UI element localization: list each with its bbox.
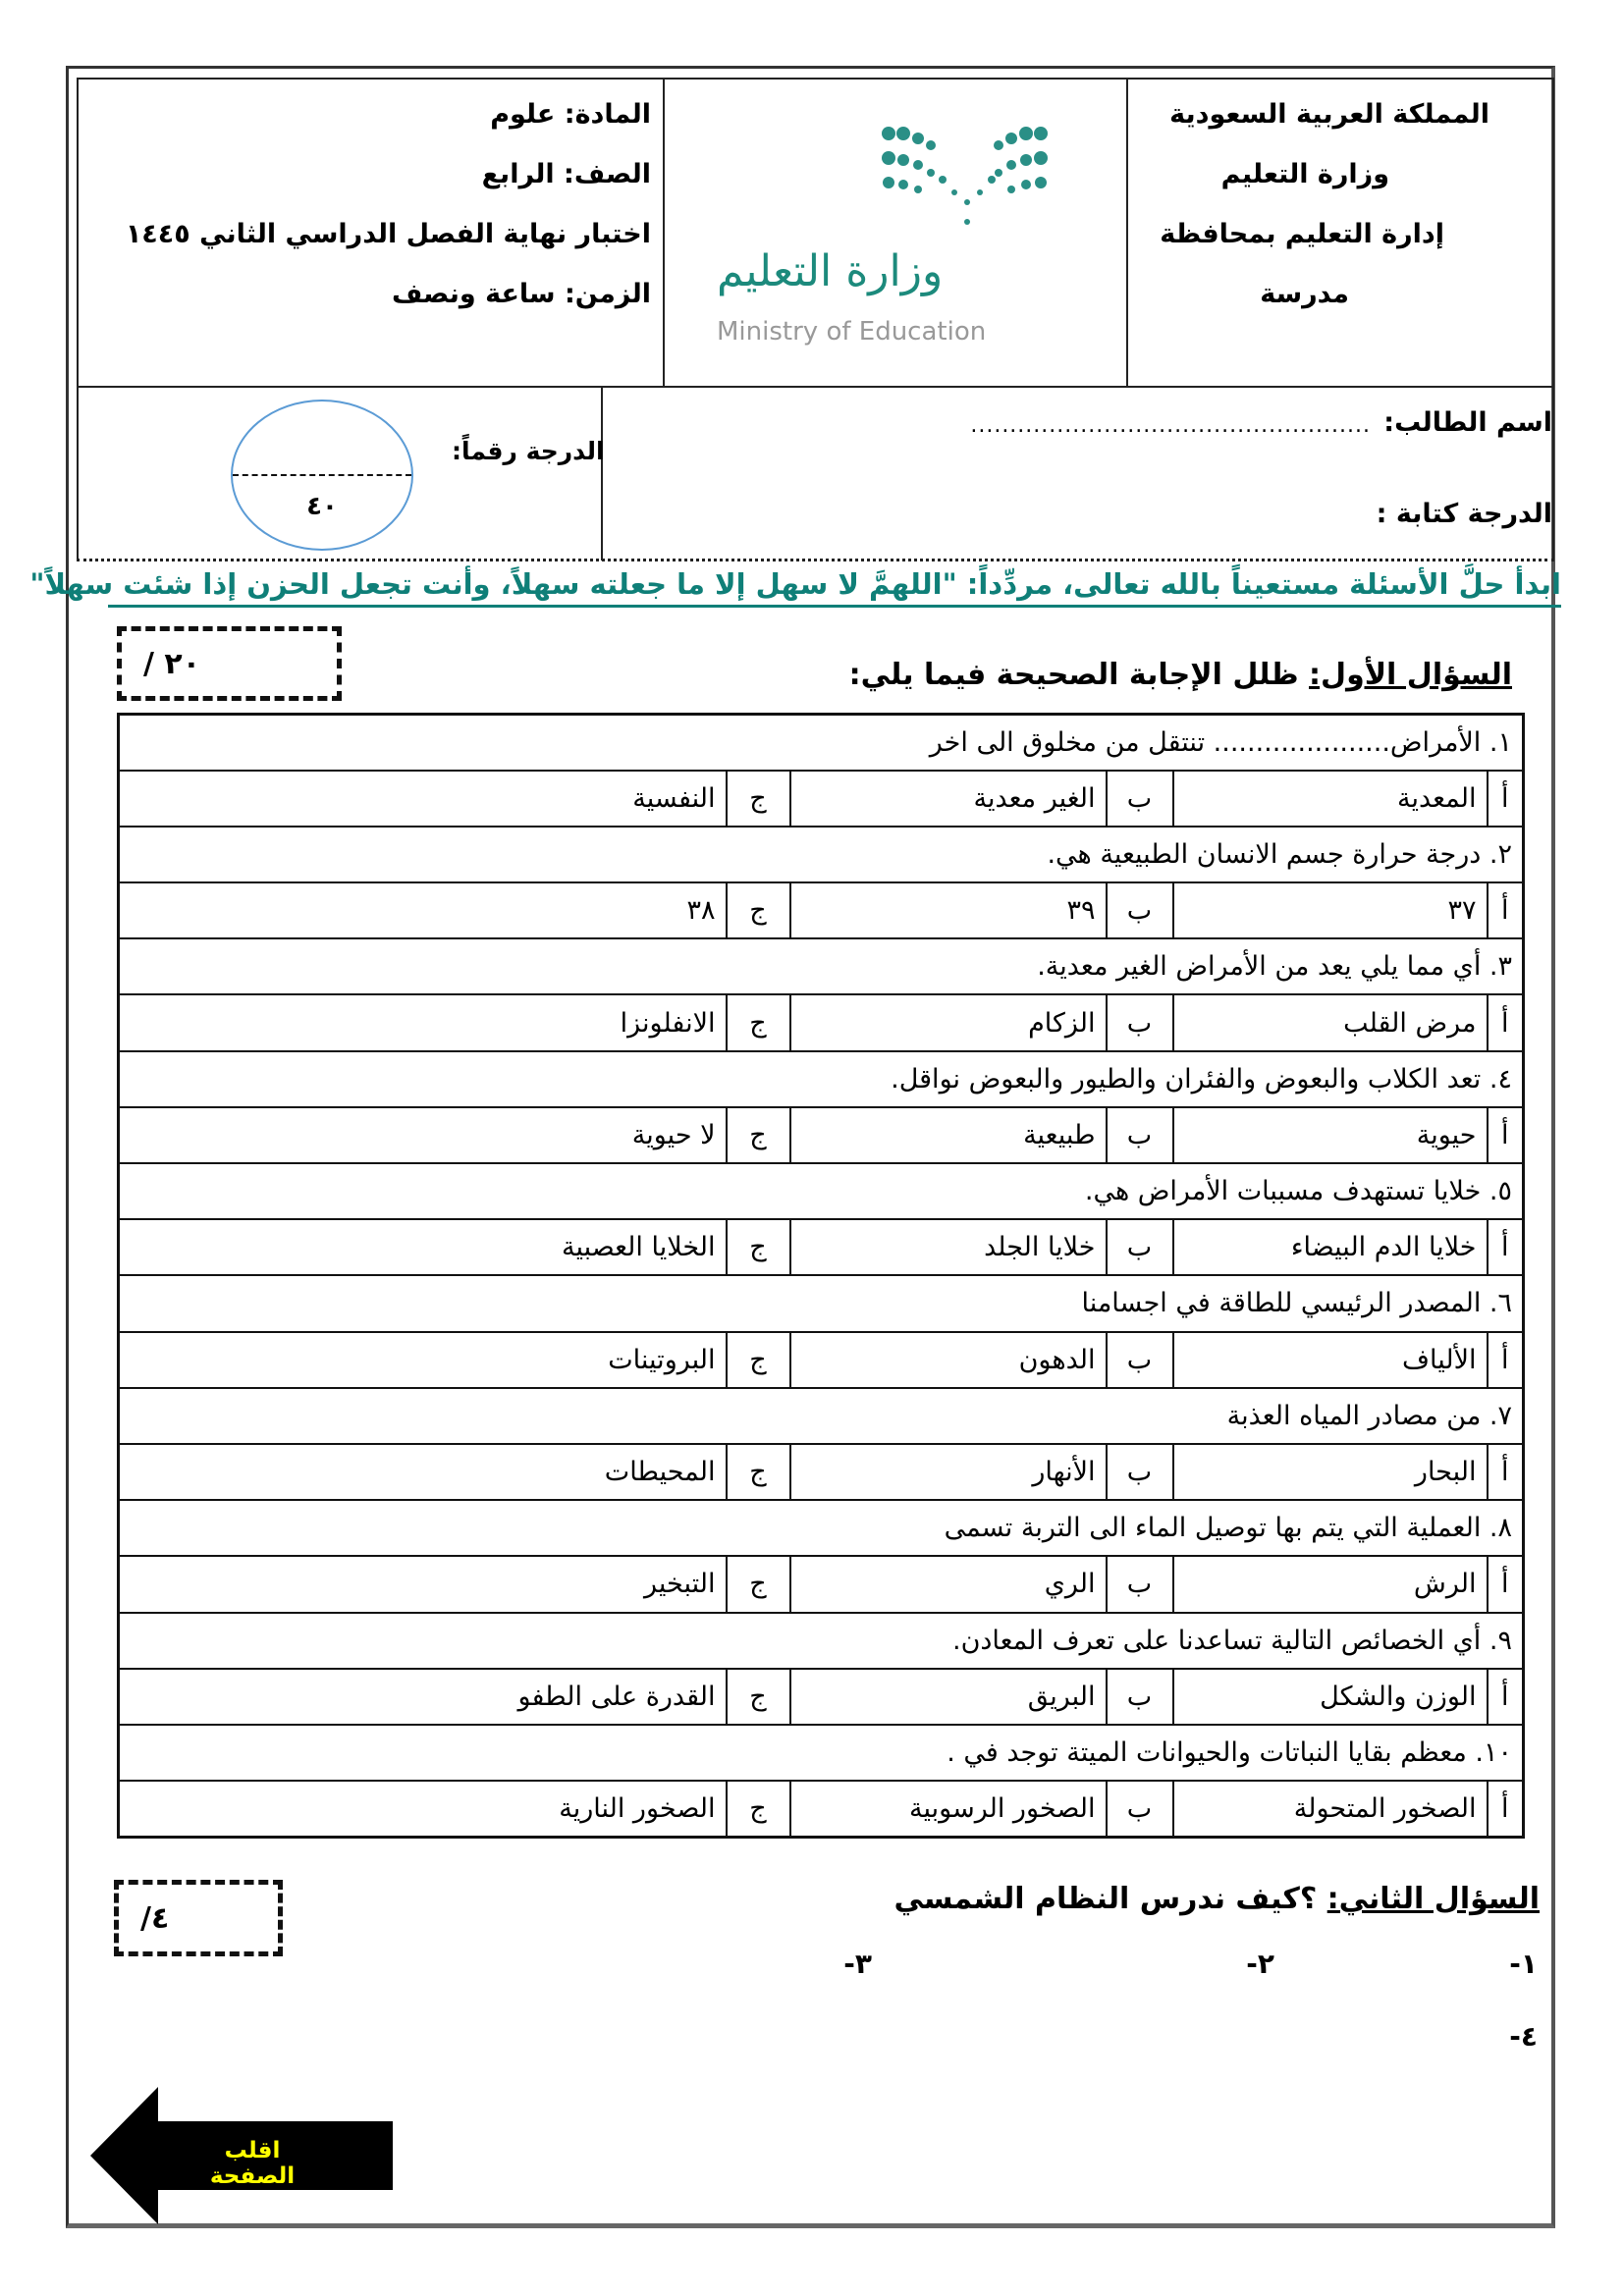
answer-option[interactable]: ٣٩ bbox=[790, 882, 1107, 938]
answer-option[interactable]: ٣٨ bbox=[119, 882, 727, 938]
answer-option[interactable]: طبيعية bbox=[790, 1107, 1107, 1163]
flip-page-button[interactable] bbox=[90, 2087, 393, 2224]
option-letter: ج bbox=[727, 1219, 790, 1275]
options-row bbox=[119, 1444, 1524, 1500]
option-letter: ج bbox=[727, 994, 790, 1050]
option-letter: ج bbox=[727, 771, 790, 827]
option-letter: أ bbox=[1488, 994, 1524, 1050]
q2-answer-2[interactable]: ٢- bbox=[1246, 1948, 1274, 1980]
option-letter: ب bbox=[1107, 1556, 1173, 1612]
option-letter: أ bbox=[1488, 771, 1524, 827]
duration-label: الزمن: ساعة ونصف bbox=[392, 279, 651, 309]
question-text: ٦. المصدر الرئيسي للطاقة في اجسامنا bbox=[119, 1275, 1524, 1331]
question-row bbox=[119, 715, 1524, 771]
q2-answer-4[interactable]: ٤- bbox=[1509, 2020, 1538, 2053]
option-letter: ب bbox=[1107, 1444, 1173, 1500]
answer-option[interactable]: الصخور النارية bbox=[119, 1781, 727, 1837]
options-row bbox=[119, 1107, 1524, 1163]
answer-option[interactable]: البروتينات bbox=[119, 1332, 727, 1388]
question-row bbox=[119, 827, 1524, 882]
option-letter: ب bbox=[1107, 1107, 1173, 1163]
question-text: ٥. خلايا تستهدف مسببات الأمراض هي. bbox=[119, 1163, 1524, 1219]
q1-instruction: ظلل الإجابة الصحيحة فيما يلي: bbox=[848, 658, 1310, 692]
student-name-field[interactable]: ................................................... bbox=[970, 413, 1371, 438]
option-letter: ج bbox=[727, 1332, 790, 1388]
q1-title bbox=[849, 658, 1512, 692]
q1-score-box: / ٢٠ bbox=[117, 626, 342, 701]
answer-option[interactable]: الخلايا العصبية bbox=[119, 1219, 727, 1275]
ministry-logo bbox=[687, 89, 1110, 374]
q2-question: ؟كيف ندرس النظام الشمسي bbox=[893, 1882, 1327, 1916]
ministry-label: وزارة التعليم bbox=[1220, 159, 1389, 189]
answer-option[interactable]: الصخور الرسوبية bbox=[790, 1781, 1107, 1837]
header-table bbox=[77, 78, 1554, 388]
answer-option[interactable]: البريق bbox=[790, 1669, 1107, 1725]
options-row bbox=[119, 882, 1524, 938]
question-row bbox=[119, 1725, 1524, 1781]
question-text: ٨. العملية التي يتم بها توصيل الماء الى التربة تسمى bbox=[119, 1500, 1524, 1556]
options-row bbox=[119, 1781, 1524, 1837]
question-row bbox=[119, 1388, 1524, 1444]
question-text: ٣. أي مما يلي يعد من الأمراض الغير معدية. bbox=[119, 938, 1524, 994]
q2-answer-3[interactable]: ٣- bbox=[843, 1948, 872, 1980]
answer-option[interactable]: الأنهار bbox=[790, 1444, 1107, 1500]
answer-option[interactable]: مرض القلب bbox=[1173, 994, 1488, 1050]
option-letter: أ bbox=[1488, 1332, 1524, 1388]
option-letter: ج bbox=[727, 1556, 790, 1612]
option-letter: أ bbox=[1488, 882, 1524, 938]
option-letter: ب bbox=[1107, 882, 1173, 938]
question-text: ٩. أي الخصائص التالية تساعدنا على تعرف المعادن. bbox=[119, 1613, 1524, 1669]
options-row bbox=[119, 1669, 1524, 1725]
options-row bbox=[119, 1556, 1524, 1612]
answer-option[interactable]: حيوية bbox=[1173, 1107, 1488, 1163]
option-letter: أ bbox=[1488, 1781, 1524, 1837]
question-text: ١٠. معظم بقايا النباتات والحيوانات الميتة توجد في . bbox=[119, 1725, 1524, 1781]
question-row bbox=[119, 1163, 1524, 1219]
question-row bbox=[119, 1275, 1524, 1331]
answer-option[interactable]: الانفلونزا bbox=[119, 994, 727, 1050]
option-letter: ب bbox=[1107, 994, 1173, 1050]
answer-option[interactable]: لا حيوية bbox=[119, 1107, 727, 1163]
option-letter: ب bbox=[1107, 1781, 1173, 1837]
student-info-row bbox=[77, 388, 1554, 561]
question-text: ٢. درجة حرارة جسم الانسان الطبيعية هي. bbox=[119, 827, 1524, 882]
q2-title bbox=[893, 1882, 1540, 1916]
grade-number-label: الدرجة رقماً: bbox=[452, 437, 605, 465]
answer-option[interactable]: خلايا الدم البيضاء bbox=[1173, 1219, 1488, 1275]
grade-label: الصف: الرابع bbox=[481, 159, 651, 189]
option-letter: ب bbox=[1107, 771, 1173, 827]
logo-dots-icon bbox=[687, 89, 1110, 237]
answer-option[interactable]: الزكام bbox=[790, 994, 1107, 1050]
grade-written-label: الدرجة كتابة : bbox=[1376, 499, 1552, 529]
option-letter: أ bbox=[1488, 1444, 1524, 1500]
option-letter: ب bbox=[1107, 1219, 1173, 1275]
option-letter: ج bbox=[727, 882, 790, 938]
directorate-label: إدارة التعليم بمحافظة bbox=[1160, 219, 1444, 249]
answer-option[interactable]: البحار bbox=[1173, 1444, 1488, 1500]
subject-label: المادة: علوم bbox=[490, 99, 651, 130]
student-name-label: اسم الطالب: bbox=[1383, 407, 1552, 438]
answer-option[interactable]: الألياف bbox=[1173, 1332, 1488, 1388]
option-letter: ج bbox=[727, 1107, 790, 1163]
answer-option[interactable]: التبخير bbox=[119, 1556, 727, 1612]
mcq-table bbox=[117, 713, 1525, 1839]
answer-option[interactable]: الري bbox=[790, 1556, 1107, 1612]
exam-title: اختبار نهاية الفصل الدراسي الثاني ١٤٤٥ bbox=[125, 219, 651, 249]
separator bbox=[77, 559, 1554, 561]
answer-option[interactable]: القدرة على الطفو bbox=[119, 1669, 727, 1725]
options-row bbox=[119, 771, 1524, 827]
question-text: ٤. تعد الكلاب والبعوض والفئران والطيور والبعوض نواقل. bbox=[119, 1051, 1524, 1107]
question-text: ١. الأمراض..................... تنتقل من مخلوق الى اخر bbox=[119, 715, 1524, 771]
grade-circle bbox=[231, 400, 413, 551]
options-row bbox=[119, 1332, 1524, 1388]
answer-option[interactable]: خلايا الجلد bbox=[790, 1219, 1107, 1275]
q1-title-label: السؤال الأول: bbox=[1309, 658, 1512, 692]
answer-option[interactable]: الوزن والشكل bbox=[1173, 1669, 1488, 1725]
q2-answer-1[interactable]: ١- bbox=[1509, 1948, 1538, 1980]
option-letter: أ bbox=[1488, 1556, 1524, 1612]
question-text: ٧. من مصادر المياه العذبة bbox=[119, 1388, 1524, 1444]
option-letter: ج bbox=[727, 1669, 790, 1725]
answer-option[interactable]: ٣٧ bbox=[1173, 882, 1488, 938]
answer-option[interactable]: الرش bbox=[1173, 1556, 1488, 1612]
kingdom-label: المملكة العربية السعودية bbox=[1169, 99, 1489, 130]
q2-score-box: /٤ bbox=[114, 1880, 283, 1956]
option-letter: أ bbox=[1488, 1669, 1524, 1725]
school-label: مدرسة bbox=[1260, 279, 1349, 309]
logo-english-text: Ministry of Education bbox=[717, 317, 987, 347]
option-letter: ب bbox=[1107, 1669, 1173, 1725]
answer-option[interactable]: المحيطات bbox=[119, 1444, 727, 1500]
opening-quote: ابدأ حلَّ الأسئلة مستعيناً بالله تعالى، مردِّداً: "اللهمَّ لا سهل إلا ما جعلته سهلاً، وأنت تجعل الحزن إذا شئت سهلاً" bbox=[108, 567, 1561, 608]
option-letter: أ bbox=[1488, 1219, 1524, 1275]
options-row bbox=[119, 1219, 1524, 1275]
option-letter: ب bbox=[1107, 1332, 1173, 1388]
option-letter: ج bbox=[727, 1444, 790, 1500]
question-row bbox=[119, 1500, 1524, 1556]
question-row bbox=[119, 938, 1524, 994]
flip-page-label: اقلب الصفحة bbox=[209, 2138, 296, 2189]
option-letter: ج bbox=[727, 1781, 790, 1837]
options-row bbox=[119, 994, 1524, 1050]
q2-title-label: السؤال الثاني: bbox=[1326, 1882, 1540, 1916]
answer-option[interactable]: النفسية bbox=[119, 771, 727, 827]
grade-total: ٤٠ bbox=[306, 492, 338, 521]
answer-option[interactable]: المعدية bbox=[1173, 771, 1488, 827]
question-row bbox=[119, 1613, 1524, 1669]
answer-option[interactable]: الدهون bbox=[790, 1332, 1107, 1388]
answer-option[interactable]: الصخور المتحولة bbox=[1173, 1781, 1488, 1837]
logo-arabic-text: وزارة التعليم bbox=[717, 246, 944, 296]
question-row bbox=[119, 1051, 1524, 1107]
answer-option[interactable]: الغير معدية bbox=[790, 771, 1107, 827]
option-letter: أ bbox=[1488, 1107, 1524, 1163]
